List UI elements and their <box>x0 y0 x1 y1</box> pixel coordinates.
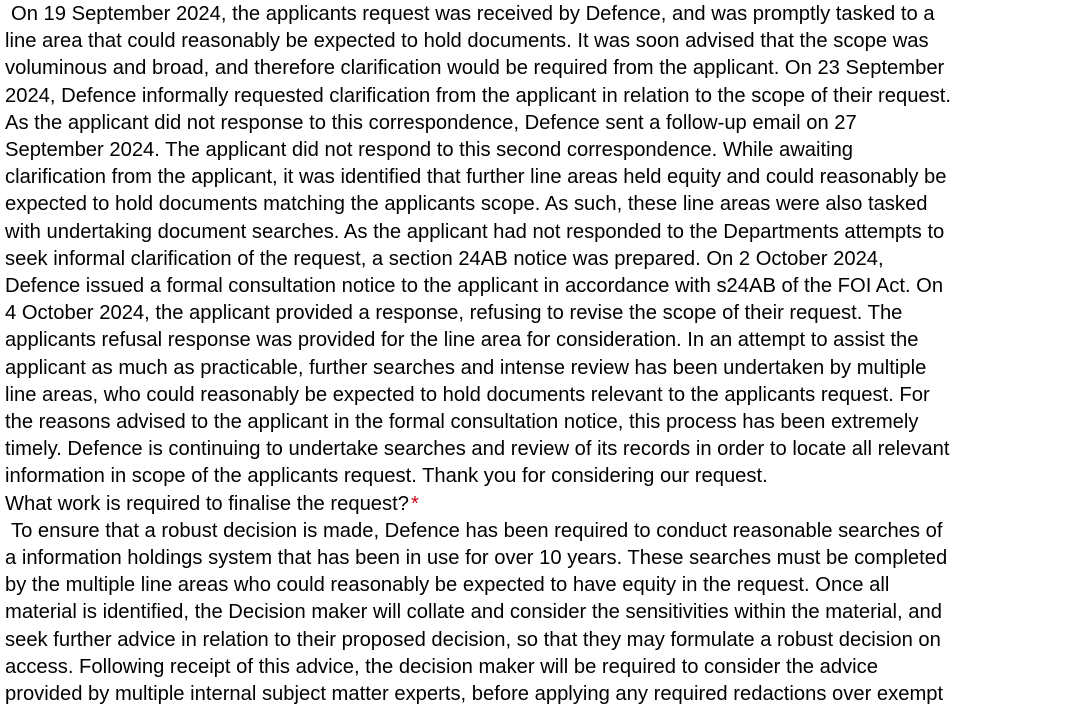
previous-answer-text: On 19 September 2024, the applicants request was received by Defence, and was promptly tasked to a line area that could reasonably be expected to hold documents. It was soon advised that the scope was voluminous and broad, and therefore clarification would be required from the applicant. On 23 September 2024, Defence informally requested clarification from the applicant in relation to the scope of their request. As the applicant did not response to this correspondence, Defence sent a follow-up email on 27 September 2024. The applicant did not respond to this second correspondence. While awaiting clarification from the applicant, it was identified that further line areas held equity and could reasonably be expected to hold documents matching the applicants scope. As such, these line areas were also tasked with undertaking document searches. As the applicant had not responded to the Departments attempts to seek informal clarification of the request, a section 24AB notice was prepared. On 2 October 2024, Defence issued a formal consultation notice to the applicant in accordance with s24AB of the FOI Act. On 4 October 2024, the applicant provided a response, refusing to revise the scope of their request. The applicants refusal response was provided for the line area for consideration. In an attempt to assist the applicant as much as practicable, further searches and intense review has been undertaken by multiple line areas, who could reasonably be expected to hold documents relevant to the applicants request. For the reasons advised to the applicant in the formal consultation notice, this process has been extremely timely. Defence is continuing to undertake searches and review of its records in order to locate all relevant information in scope of the applicants request. Thank you for considering our request. <box>5 3 951 488</box>
finalise-request-answer-text: To ensure that a robust decision is made, Defence has been required to conduct reasonable searches of a information holdings system that has been in use for over 10 years. These searches must be completed by the multiple line areas who could reasonably be expected to have equity in the request. Once all material is identified, the Decision maker will collate and consider the sensitivities within the material, and seek further advice in relation to their proposed decision, so that they may formulate a robust decision on access. Following receipt of this advice, the decision maker will be required to consider the advice provided by multiple internal subject matter experts, before applying any required redactions over exempt <box>5 519 948 706</box>
finalise-request-question <box>5 491 1075 518</box>
document-page <box>5 0 1075 708</box>
required-asterisk: * <box>410 492 419 515</box>
question-label: What work is required to finalise the request? <box>5 492 409 515</box>
